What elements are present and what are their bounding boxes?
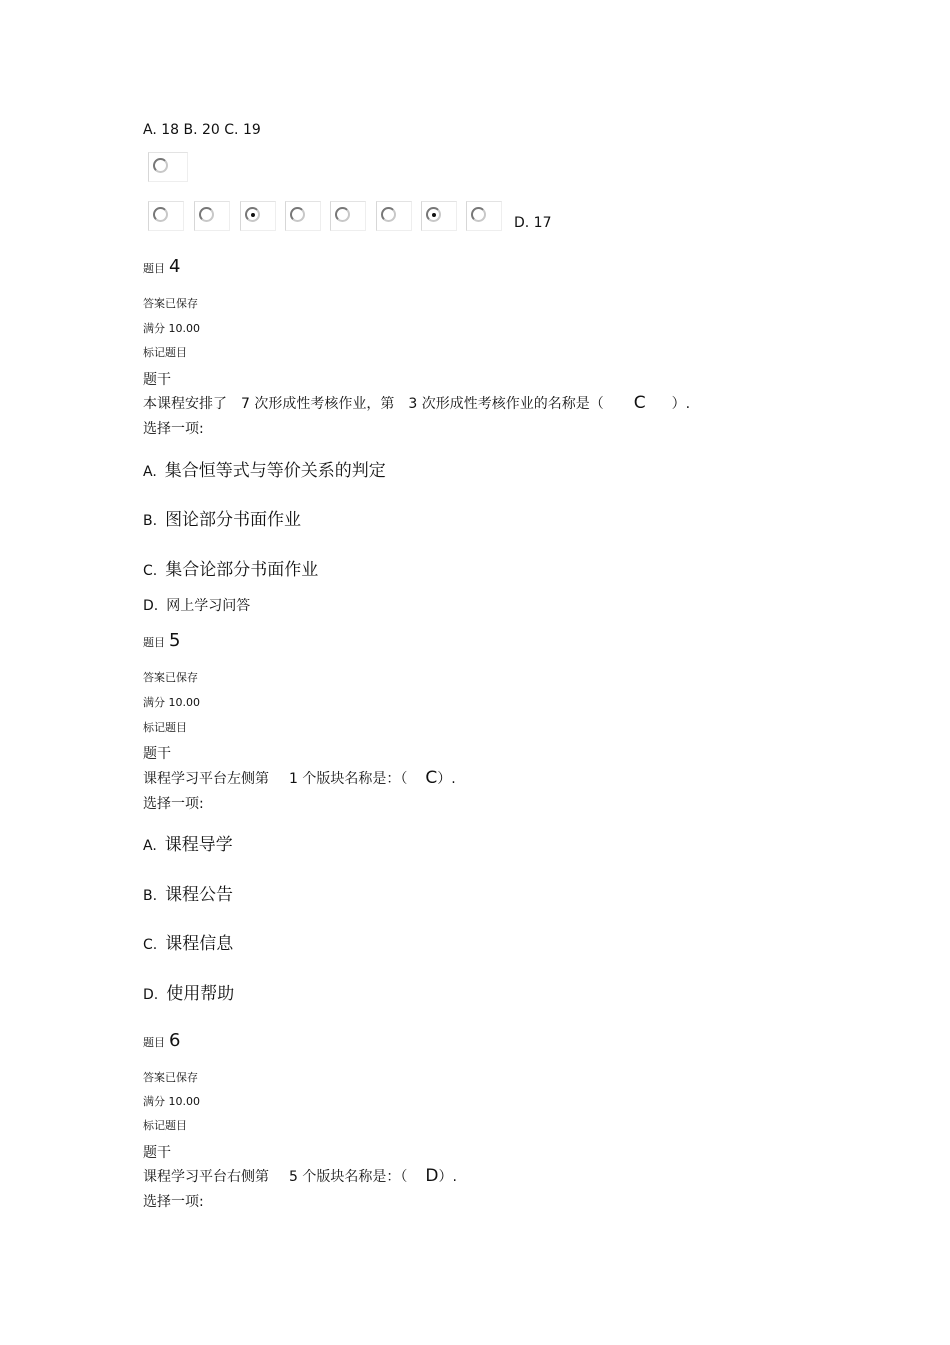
radio-button[interactable] — [285, 201, 321, 231]
choose-one-label: 选择一项: — [143, 421, 204, 437]
option-text: 网上学习问答 — [166, 598, 251, 614]
stem-end: ）. — [437, 771, 456, 787]
option-letter: A. — [143, 464, 157, 480]
answer-option[interactable] — [143, 595, 250, 615]
option-letter: D. — [143, 598, 159, 614]
option-letter: C. — [143, 937, 158, 953]
answer-letter: C — [633, 393, 646, 413]
option-letter: B. — [143, 888, 158, 904]
answer-option[interactable] — [143, 929, 233, 954]
option-text: 课程信息 — [165, 934, 234, 954]
choose-one-label: 选择一项: — [143, 1194, 204, 1210]
answer-option[interactable] — [143, 830, 233, 855]
question-stem — [143, 768, 456, 788]
question-prefix: 题目 — [143, 1036, 165, 1049]
radio-dot-icon — [251, 213, 255, 217]
radio-circle-icon — [471, 207, 486, 222]
stem-part: 本课程安排了 — [143, 396, 227, 412]
option-text: 使用帮助 — [166, 984, 235, 1004]
stem-part: 3 次形成性考核作业的名称是（ — [408, 396, 604, 412]
stem-end: ）. — [438, 1169, 457, 1185]
option-text: 集合论部分书面作业 — [165, 560, 319, 580]
stem-part: 课程学习平台左侧第 — [143, 771, 269, 787]
stem-part: 5 个版块名称是：（ — [289, 1169, 408, 1185]
saved-status: 答案已保存 — [143, 671, 198, 684]
radio-circle-icon — [290, 207, 305, 222]
max-score: 满分 10.00 — [143, 1095, 200, 1108]
question-heading — [143, 1030, 180, 1051]
question-number: 4 — [169, 256, 181, 277]
radio-button[interactable] — [148, 201, 184, 231]
option-text: 图论部分书面作业 — [165, 510, 302, 530]
answer-option[interactable] — [143, 555, 318, 580]
answer-letter: D — [425, 1166, 439, 1186]
stem-part: 7 次形成性考核作业，第 — [241, 396, 395, 412]
radio-circle-icon — [245, 207, 260, 222]
question-prefix: 题目 — [143, 636, 165, 649]
question-number: 5 — [169, 630, 181, 651]
saved-status: 答案已保存 — [143, 297, 198, 310]
option-letter: C. — [143, 563, 158, 579]
radio-button[interactable] — [194, 201, 230, 231]
question-number: 6 — [169, 1030, 181, 1051]
max-score: 满分 10.00 — [143, 322, 200, 335]
radio-button[interactable] — [330, 201, 366, 231]
question-prefix: 题目 — [143, 262, 165, 275]
radio-button[interactable] — [240, 201, 276, 231]
stem-label: 题干 — [143, 372, 171, 388]
answer-option[interactable] — [143, 979, 234, 1004]
radio-circle-icon — [381, 207, 396, 222]
answer-option[interactable] — [143, 505, 301, 530]
max-score: 满分 10.00 — [143, 696, 200, 709]
answer-option[interactable] — [143, 456, 386, 481]
stem-part: 课程学习平台右侧第 — [143, 1169, 269, 1185]
option-text: 集合恒等式与等价关系的判定 — [164, 461, 386, 481]
option-letter: D. — [143, 987, 159, 1003]
stem-label: 题干 — [143, 746, 171, 762]
choose-one-label: 选择一项: — [143, 796, 204, 812]
radio-circle-icon — [199, 207, 214, 222]
radio-circle-icon — [153, 207, 168, 222]
option-letter: A. — [143, 838, 157, 854]
previous-options-line: A. 18 B. 20 C. 19 — [143, 122, 261, 138]
radio-button[interactable] — [421, 201, 457, 231]
question-heading — [143, 256, 180, 277]
saved-status: 答案已保存 — [143, 1071, 198, 1084]
stem-label: 题干 — [143, 1145, 171, 1161]
flag-question-link[interactable]: 标记题目 — [143, 1119, 187, 1132]
question-stem — [143, 1166, 457, 1186]
stem-part: 1 个版块名称是：（ — [289, 771, 408, 787]
option-d-label: D. 17 — [514, 215, 552, 231]
option-text: 课程导学 — [164, 835, 233, 855]
answer-letter: C — [425, 768, 438, 788]
radio-circle-icon — [153, 158, 168, 173]
radio-button[interactable] — [376, 201, 412, 231]
radio-circle-icon — [335, 207, 350, 222]
radio-button[interactable] — [148, 152, 188, 182]
radio-button[interactable] — [466, 201, 502, 231]
stem-end: ）. — [671, 396, 691, 412]
option-letter: B. — [143, 513, 158, 529]
flag-question-link[interactable]: 标记题目 — [143, 346, 187, 359]
option-text: 课程公告 — [165, 885, 234, 905]
flag-question-link[interactable]: 标记题目 — [143, 721, 187, 734]
radio-dot-icon — [432, 213, 436, 217]
answer-option[interactable] — [143, 880, 233, 905]
question-stem — [143, 393, 690, 413]
question-heading — [143, 630, 180, 651]
radio-circle-icon — [426, 207, 441, 222]
